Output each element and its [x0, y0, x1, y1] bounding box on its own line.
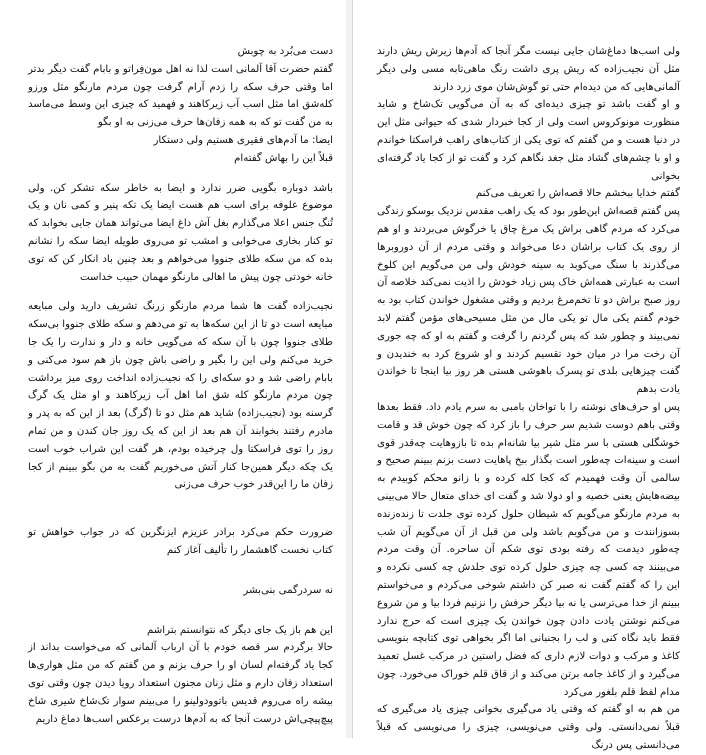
paragraph: و او گفت باشد تو چیزی دیده‌ای که به آن می‌گویی تک‌شاخ و شاید منظورت مونوکروس است ولی از کجا خبردار شدی که حیوانی مثل این در دنیا هست و من گفتم که توی یکی از کتاب‌های راهب فراسکتا خواندم و او با چشم‌های گشاد مثل جغد نگاهم کرد و گفت تو از کجا یاد گرفته‌ای بخوانی: [377, 99, 680, 182]
paragraph: نه سردرگمی بنی‌بشر: [243, 584, 333, 596]
paragraph: گفتم حضرت آقا آلمانی است لذا نه اهل مون‌فِراتو و بابام گفت دیگر بدتر اما وقتی حرف سکه را زدم آرام گرفت چون مردم مارنگو مثل ورزو کله‌شق اما مثل اسب آب زیرکاهند و فهمید که چیزی این وسط می‌ماسد به من گفت تو که به همه زفان‌ها حرف می‌زنی به او بگو: [28, 63, 333, 129]
left-page: [0, 0, 347, 738]
left-page-text: [28, 43, 333, 728]
right-page-text: [377, 43, 680, 755]
paragraph: ایضا: ما آدم‌های فقیری هستیم ولی دستکار: [153, 134, 333, 146]
paragraph-gap: [28, 560, 333, 582]
right-page: [352, 0, 706, 752]
paragraph: نجیب‌زاده گفت ها شما مردم مارنگو زرنگ تشریف دارید ولی مبایعه مبایعه است دو تا از این سکه‌ها به تو می‌دهم و سکه طلای جنووا بی‌سکه طلای جنووا چون با آن سکه که می‌گویی خانه و دار و ندارت را یک جا خرید می‌کنم ولی این را بگیر و راضی باش چون باز هم سود می‌کنی و بابام راضی شد و دو سکه‌ای را که نجیب‌زاده انداخت روی میز برداشت چون مردم مارنگو کله شق اما اهل آب زیرکاهند و او مثل یک گرگ گرسنه بود (نجیب‌زاده) شاید هم مثل دو تا (گرگ) بعد از این که به پدر و مادرم رفتند بخوابند آن هم بعد از این که یک روز جان کندن و من تمام روز را توی فراسکتا ول چرخیده بودم، هر گفت این شراب خوب است یک چکه دیگر همین‌جا کنار آتش می‌خوریم گفت به من بگو ببینم از کجا زفان ما را این‌قدر خوب حرف می‌زنی: [28, 301, 333, 491]
paragraph: حالا برگردم سر قصه خودم با آن ارباب آلمانی که می‌خواست بداند از کجا یاد گرفته‌ام لسان او را حرف بزنم و من گفتم که من مثل هواری‌ها استعداد زفان دارم و مثل زنان مجنون استعداد رویا دیدن چون وقتی توی بیشه راه می‌روم قدیس باتوودولینو را می‌بینم سوار تک‌شاخ شیری شاخ پیچ‌پیچی‌اش درست آنجا که به آدم‌ها درست برعکس اسب‌ها دماغ داریم: [28, 642, 333, 725]
paragraph: قبلاً این را بهاش گفته‌ام: [234, 152, 333, 164]
paragraph: ضرورت حکم می‌کرد برادر عزیزم ایزنگرین که در جواب خواهش تو کتاب نخست گاهشمار را تألیف آغاز کنم: [28, 527, 333, 556]
paragraph-gap: [28, 168, 333, 180]
paragraph: باشد دوباره بگویی ضرر ندارد و ایضا به خاطر سکه تشکر کن. ولی موضوع علوفه برای اسب هم هست ایضا یک تکه پنیر و کمی نان و یک تُنگ جنس اعلا می‌گذارم بغل آش داغ ایضا می‌تواند همان جایی بخوابد که تو کنار بخاری می‌خوابی و امشب تو می‌روی طویله ایضا سکه را نشانم بده که من سکه طلای جنووا می‌خواهم و بعد چنین باد انکار کن که توی خانه خودتی چون پیش ما اهالی مارنگو مهمان حبیب خداست: [28, 182, 333, 283]
paragraph: این هم باز یک جای دیگر که نتوانستم بتراشم: [146, 624, 333, 636]
paragraph: من هم به او گفتم که وقتی یاد می‌گیری بخوانی چیزی یاد می‌گیری که قبلاً نمی‌دانستی. ولی وقتی می‌نویسی، چیزی را می‌نویسی که قبلاً می‌دانستی پس درنگ: [377, 704, 680, 752]
paragraph-gap: [28, 600, 333, 622]
paragraph: ولی اسب‌ها دماغ‌شان جایی نیست مگر آنجا که آدم‌ها زیرش ریش دارند مثل آن نجیب‌زاده که ریش پری داشت رنگ ماهی‌تابه مسی ولی دیگر آلمانی‌هایی که من دیده‌ام حتی تو گوش‌شان موی زرد دارند: [377, 46, 680, 93]
paragraph: گفتم خدایا ببخشم حالا قصه‌اش را تعریف می‌کنم: [475, 188, 680, 200]
paragraph-gap: [28, 286, 333, 298]
paragraph-gap: [28, 494, 333, 524]
paragraph: دست می‌بُرد به چوبش: [237, 46, 333, 57]
paragraph: پس او حرف‌های نوشته را با تواخان بامبی به سرم یادم داد. فقط بعدها وقتی باهم دوست شدیم سر حرف را باز کرد که چون خوش قد و قامت خوشگلی هستی با سر مثل شیر بیا شانه‌ام بده تا بازوهایت چه‌قدر قوی است و سینه‌ات چه‌طور است بگذار ببخ پاهایت دست بزنم ببینم صحیح و سالمی آن وقت فهمیدم که کجا کله کرده و با زانو محکم کوبیدم به بیضه‌هایش یعنی خصیه و او دولا شد و گفت ای خدای متعال حالا می‌بینی به مردم مارنگو می‌گویم که شیطان حلول کرده توی جلدت تا زنده‌زنده بسوزانندت و من می‌گویم باشد ولی من قبل از آن می‌گویم آن شب چه‌طور دیدمت که رفته بودی توی شکم آن ساحره. آن وقت مردم می‌بینند چه کسی چه چیزی حلول کرده توی جلدش چه کسی نکرده و این را که گفتم گفت نه صبر کن داشتم شوخی می‌کردم و می‌خواستم ببینم از خدا می‌ترسی یا نه بیا دیگر حرفش را نزنیم فردا بیا و من شروع می‌کنم نوشتن یادت دادن چون خواندن یک چیزی است که حرج ندارد فقط باید نگاه کنی و لب را بجنبانی اما اگر بخواهی توی کتابچه بنویسی کاغذ و مرکب و دوات لازم داری که فضل راستین در مرکب غسل تعمید می‌گیرد و از کاغذ جامه برتن می‌کند و از قاق قلم خوراک می‌خورد. چون مدام لفظ قلم بلغور می‌کرد: [377, 401, 680, 698]
paragraph: پس گفتم قصه‌اش این‌طور بود که یک راهب مقدس نزدیک بوسکو زندگی می‌کرد که مردم گاهی براش یک مرغ چاق یا خرگوش می‌بردند و او هم از روی یک کتاب براشان دعا می‌خواند و وقتی مردم از آن دوروبرها می‌گذرند با سنگ می‌کوبد به سینه خودش ولی من می‌گویم این کلوخ است به عبارتی همه‌اش خاک پس زیاد خودش را اذیت نمی‌کند خلاصه آن روز صبح براش دو تا تخم‌مرغ بردیم و وقتی مشغول خواندن کتاب بود به خودم گفتم یکی مال تو یکی مال من مثل مسیحی‌های مؤمن گفتم لابد نمی‌بیند و چطور شد که پس گردنم را گرفت و گفتم به او که چه جوری آن رخت مرا در میان خود تقسیم کردند و او شروع کرد به خندیدن و گفت چیزهایی بلدی تو پسرک باهوشی هستی هر روز بیا اینجا تا خواندن یادت بدهم: [377, 206, 680, 396]
